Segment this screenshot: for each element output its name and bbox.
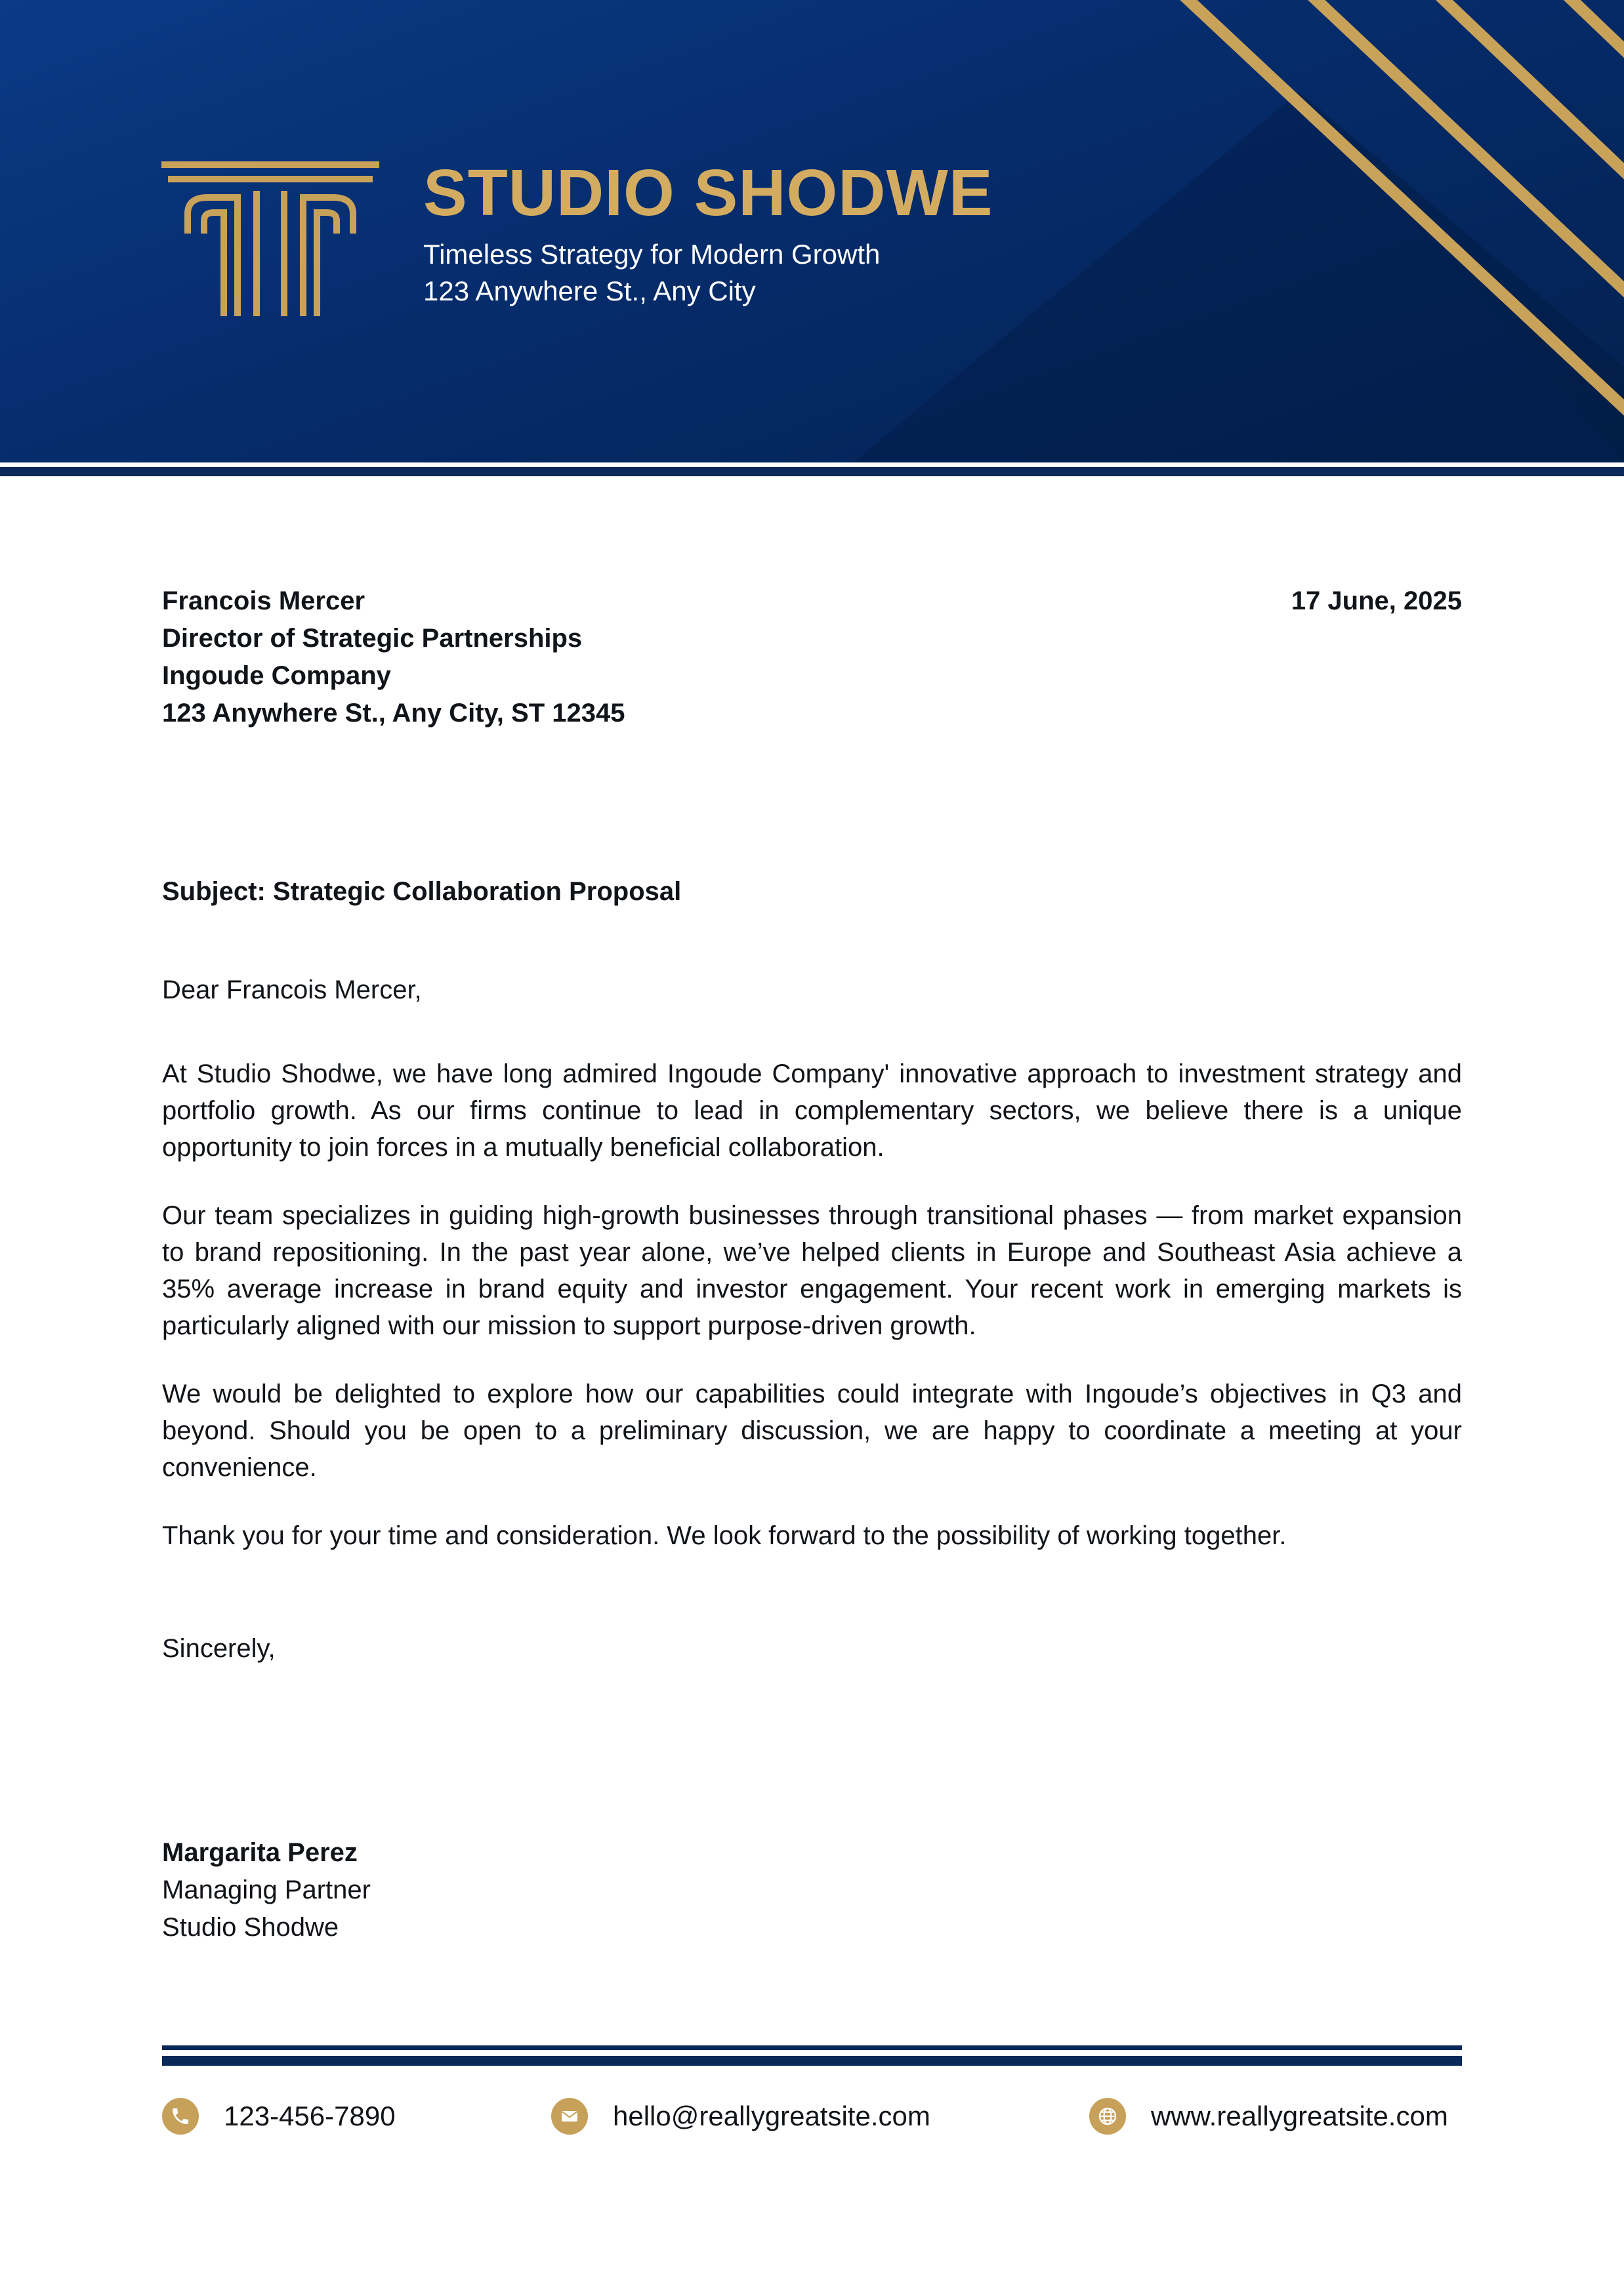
- letter-body: [162, 1056, 1462, 1586]
- body-paragraph: Thank you for your time and consideration. We look forward to the possibility of working together.: [162, 1521, 1287, 1550]
- globe-icon: [1089, 2098, 1126, 2135]
- salutation: Dear Francois Mercer,: [162, 975, 422, 1004]
- website-url: www.reallygreatsite.com: [1151, 2101, 1448, 2131]
- columns-logo-icon: [161, 161, 379, 316]
- recipient-address: 123 Anywhere St., Any City, ST 12345: [162, 699, 625, 728]
- footer-divider-thick: [162, 2056, 1462, 2066]
- recipient-block: [162, 583, 625, 732]
- recipient-name: Francois Mercer: [162, 586, 365, 615]
- signer-name: Margarita Perez: [162, 1838, 358, 1867]
- letter-date: 17 June, 2025: [1291, 586, 1462, 615]
- phone-number: 123-456-7890: [224, 2101, 396, 2131]
- body-paragraph: Our team specializes in guiding high-growth businesses through transitional phases — from market expansion to brand repositioning. In the past year alone, we’ve helped clients in Europe and Southeast Asia achieve a 35% average increase in brand equity and investor engagement. Your recent work in emerging markets is particularly aligned with our mission to support purpose-driven growth.: [162, 1201, 1462, 1340]
- signer-title: Managing Partner: [162, 1876, 371, 1904]
- recipient-company: Ingoude Company: [162, 661, 391, 690]
- signer-company: Studio Shodwe: [162, 1913, 339, 1942]
- contact-email[interactable]: [551, 2097, 930, 2136]
- email-address: hello@reallygreatsite.com: [613, 2101, 930, 2131]
- contact-phone[interactable]: [162, 2097, 396, 2136]
- body-paragraph: We would be delighted to explore how our capabilities could integrate with Ingoude’s objectives in Q3 and beyond. Should you be open to a preliminary discussion, we are happy to coordinate a meeting at your convenience.: [162, 1380, 1462, 1482]
- signature-block: [162, 1834, 371, 1946]
- recipient-title: Director of Strategic Partnerships: [162, 624, 583, 653]
- letter-subject: Subject: Strategic Collaboration Proposal: [162, 877, 682, 906]
- closing: Sincerely,: [162, 1634, 276, 1663]
- letterhead-banner: [0, 0, 1624, 462]
- header-divider: [0, 467, 1624, 476]
- company-tagline: Timeless Strategy for Modern Growth: [423, 239, 881, 270]
- phone-icon: [162, 2098, 199, 2135]
- contact-website[interactable]: [1089, 2097, 1448, 2136]
- footer-divider-thin: [162, 2045, 1462, 2050]
- mail-icon: [551, 2098, 588, 2135]
- body-paragraph: At Studio Shodwe, we have long admired Ingoude Company' innovative approach to investment strategy and portfolio growth. As our firms continue to lead in complementary sectors, we believe there is a unique opportunity to join forces in a mutually beneficial collaboration.: [162, 1059, 1462, 1162]
- company-name: STUDIO SHODWE: [423, 156, 993, 230]
- company-address: 123 Anywhere St., Any City: [423, 276, 756, 306]
